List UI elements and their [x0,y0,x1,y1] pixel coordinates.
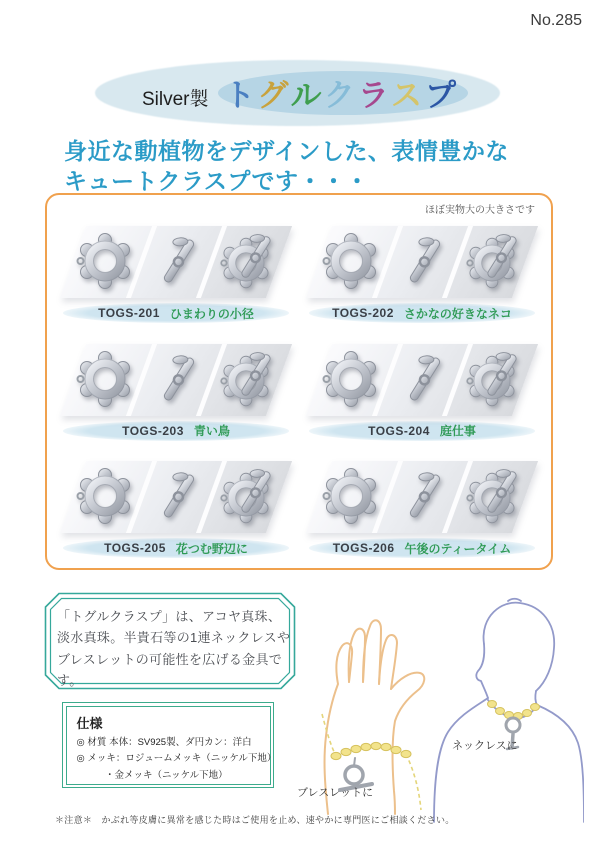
title-char: ク [323,78,358,113]
title-char: ル [290,78,324,113]
product-label [309,421,535,441]
product-name: 花つむ野辺に [175,541,248,556]
product-label [63,538,289,558]
tagline-line1: 身近な動植物をデザインした、表情豊かな [64,138,509,164]
toggle-ring-icon [321,231,381,291]
product-label [309,303,535,323]
silver-material-label: Silver製 [142,89,209,110]
tagline [64,136,509,197]
spec-box [62,702,277,788]
toggle-bar-icon [149,466,209,526]
product-code: TOGS-203 [122,423,184,438]
product-name: ひまわりの小径 [169,306,254,321]
spec-title: 仕様 [76,715,103,731]
necklace-usage-label: ネックレスに [452,740,518,752]
toggle-ring-icon [75,349,135,409]
toggle-clasp-icon [465,228,529,292]
toggle-ring-icon [75,466,135,526]
toggle-clasp-icon [219,346,283,410]
toggle-bar-icon [395,349,455,409]
product-name: 青い鳥 [193,424,230,439]
toggle-ring-icon [321,349,381,409]
title-char: グ [257,78,291,113]
description-text [57,606,296,692]
product-cell-togs-205 [53,448,299,565]
product-code: TOGS-204 [368,423,430,438]
title-char: ラ [357,78,391,113]
title-char: ト [224,78,258,113]
product-cell-togs-201 [53,213,299,330]
title-char: ス [390,78,425,113]
bracelet-usage-label: ブレスレットに [297,787,374,799]
spec-line-plating: ◎ メッキ：ロジュームメッキ（ニッケル下地） [76,753,277,765]
product-code: TOGS-206 [332,541,395,555]
product-name: さかなの好きなネコ [403,306,512,321]
product-name: 庭仕事 [439,424,476,439]
product-photo-panel [61,344,291,416]
product-code: TOGS-202 [332,306,394,321]
product-label [63,421,289,441]
product-cell-togs-206 [299,448,545,565]
necklace-illustration [424,594,584,824]
page-title [224,70,459,115]
spec-line-material: ◎ 材質 本体：SV925製、ダ円カン：洋白 [76,736,252,748]
product-photo-panel [307,344,537,416]
product-grid [53,213,545,565]
toggle-clasp-icon [219,463,283,527]
product-photo-panel [61,226,291,298]
size-note: ほぼ実物大の大きさです [425,205,535,216]
product-label [309,538,535,558]
product-cell-togs-202 [299,213,545,330]
description-line1: 「トグルクラスプ」は、アコヤ真珠、 [57,609,282,624]
product-photo-panel [61,461,291,533]
product-code: TOGS-205 [104,541,166,555]
tagline-line2: キュートクラスプです・・・ [64,168,370,195]
product-cell-togs-204 [299,330,545,447]
toggle-clasp-icon [219,228,283,292]
toggle-ring-icon [321,466,381,526]
toggle-bar-icon [395,466,455,526]
product-box [45,193,553,570]
product-name: 午後のティータイム [404,541,512,556]
product-code: TOGS-201 [98,306,160,321]
toggle-bar-icon [149,349,209,409]
toggle-bar-icon [149,231,209,291]
description-line3: ブレスレットの可能性を広げる金具です。 [57,651,283,689]
toggle-clasp-icon [465,463,529,527]
toggle-bar-icon [395,231,455,291]
page-number: No.285 [530,12,582,29]
spec-box-inner [66,706,277,785]
product-photo-panel [307,461,537,533]
title-char: プ [424,78,459,113]
toggle-clasp-icon [465,346,529,410]
description-line2: 淡水真珠。半貴石等の1連ネックレスや [57,630,291,646]
description-frame [44,592,296,690]
spec-line-plating2: ・金メッキ（ニッケル下地） [76,769,228,781]
product-photo-panel [307,226,537,298]
product-cell-togs-203 [53,330,299,447]
toggle-ring-icon [75,231,135,291]
product-label [63,303,289,323]
hand-illustration [292,596,442,816]
caution-note: ＊注意＊ かぶれ等皮膚に異常を感じた時はご使用を止め、速やかに専門医にご相談ください。 [55,815,455,825]
